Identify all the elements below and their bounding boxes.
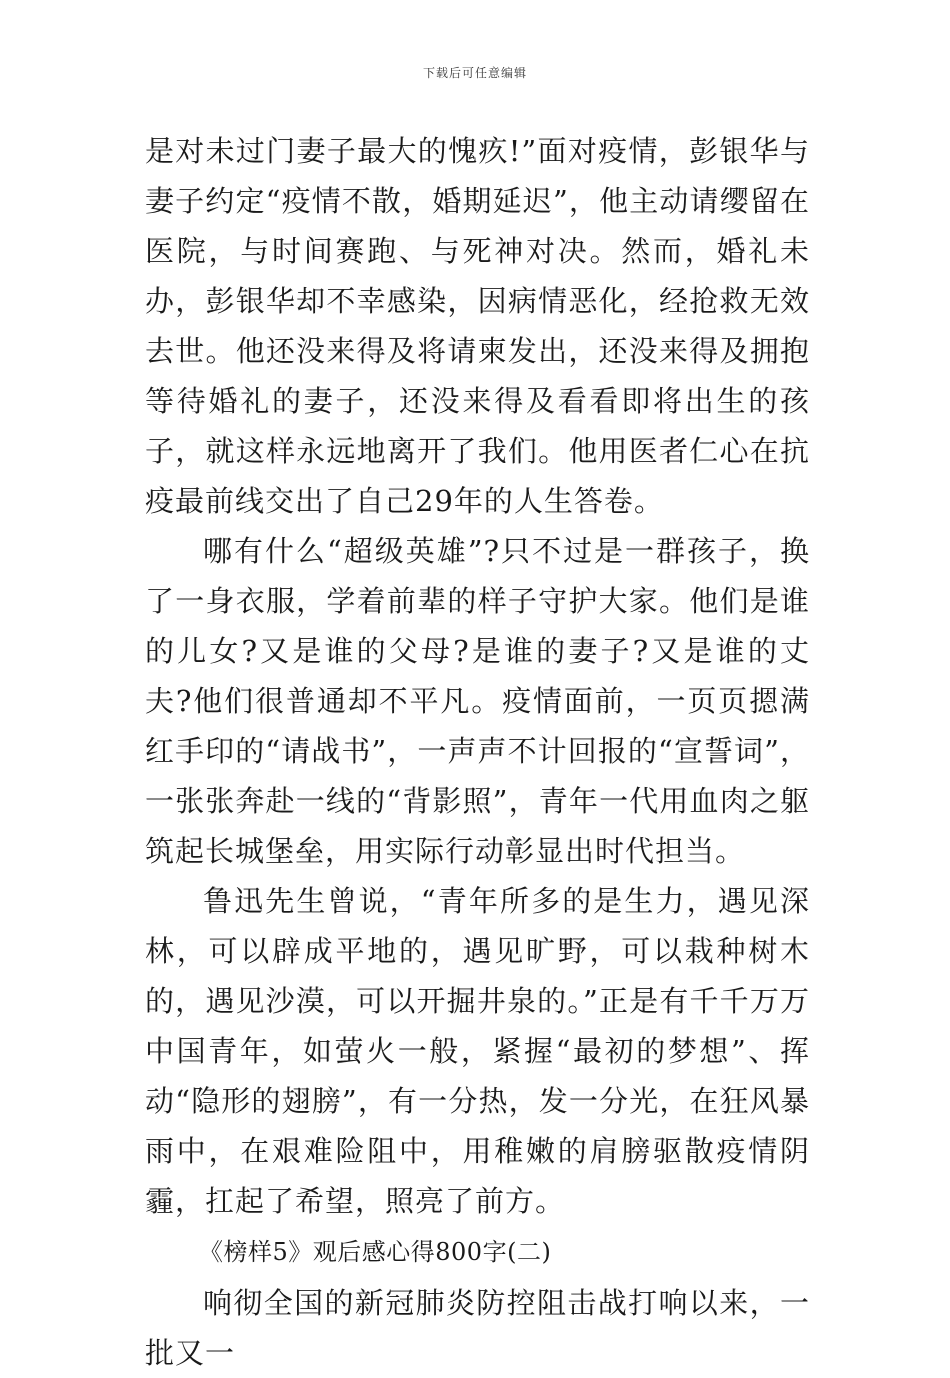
paragraph-heroes: 哪有什么“超级英雄”?只不过是一群孩子，换了一身衣服，学着前辈的样子守护大家。他们是谁的儿女?又是谁的父母?是谁的妻子?又是谁的丈夫?他们很普通却不平凡。疫情面前，一页页摁满红手印的“请战书”，一声声不计回报的“宣誓词”，一张张奔赴一线的“背影照”，青年一代用血肉之躯筑起长城堡垒，用实际行动彰显出时代担当。 — [145, 534, 810, 868]
paragraph-next-section: 响彻全国的新冠肺炎防控阻击战打响以来，一批又一 — [145, 1286, 810, 1370]
paragraph-lu-xun-quote: 鲁迅先生曾说，“青年所多的是生力，遇见深林，可以辟成平地的，遇见旷野，可以栽种树木的，遇见沙漠，可以开掘井泉的。”正是有千千万万中国青年，如萤火一般，紧握“最初的梦想”、挥动“隐形的翅膀”，有一分热，发一分光，在狂风暴雨中，在艰难险阻中，用稚嫩的肩膀驱散疫情阴霾，扛起了希望，照亮了前方。 — [145, 884, 810, 1218]
paragraph-continuation: 是对未过门妻子最大的愧疚!”面对疫情，彭银华与妻子约定“疫情不散，婚期延迟”，他主动请缨留在医院，与时间赛跑、与死神对决。然而，婚礼未办，彭银华却不幸感染，因病情恶化，经抢救无效去世。他还没来得及将请柬发出，还没来得及拥抱等待婚礼的妻子，还没来得及看看即将出生的孩子，就这样永远地离开了我们。他用医者仁心在抗疫最前线交出了自己29年的人生答卷。 — [145, 134, 810, 518]
section-heading: 《榜样5》观后感心得800字(二) — [199, 1238, 552, 1266]
document-body — [145, 126, 810, 1378]
page-header: 下载后可任意编辑 — [422, 66, 527, 80]
